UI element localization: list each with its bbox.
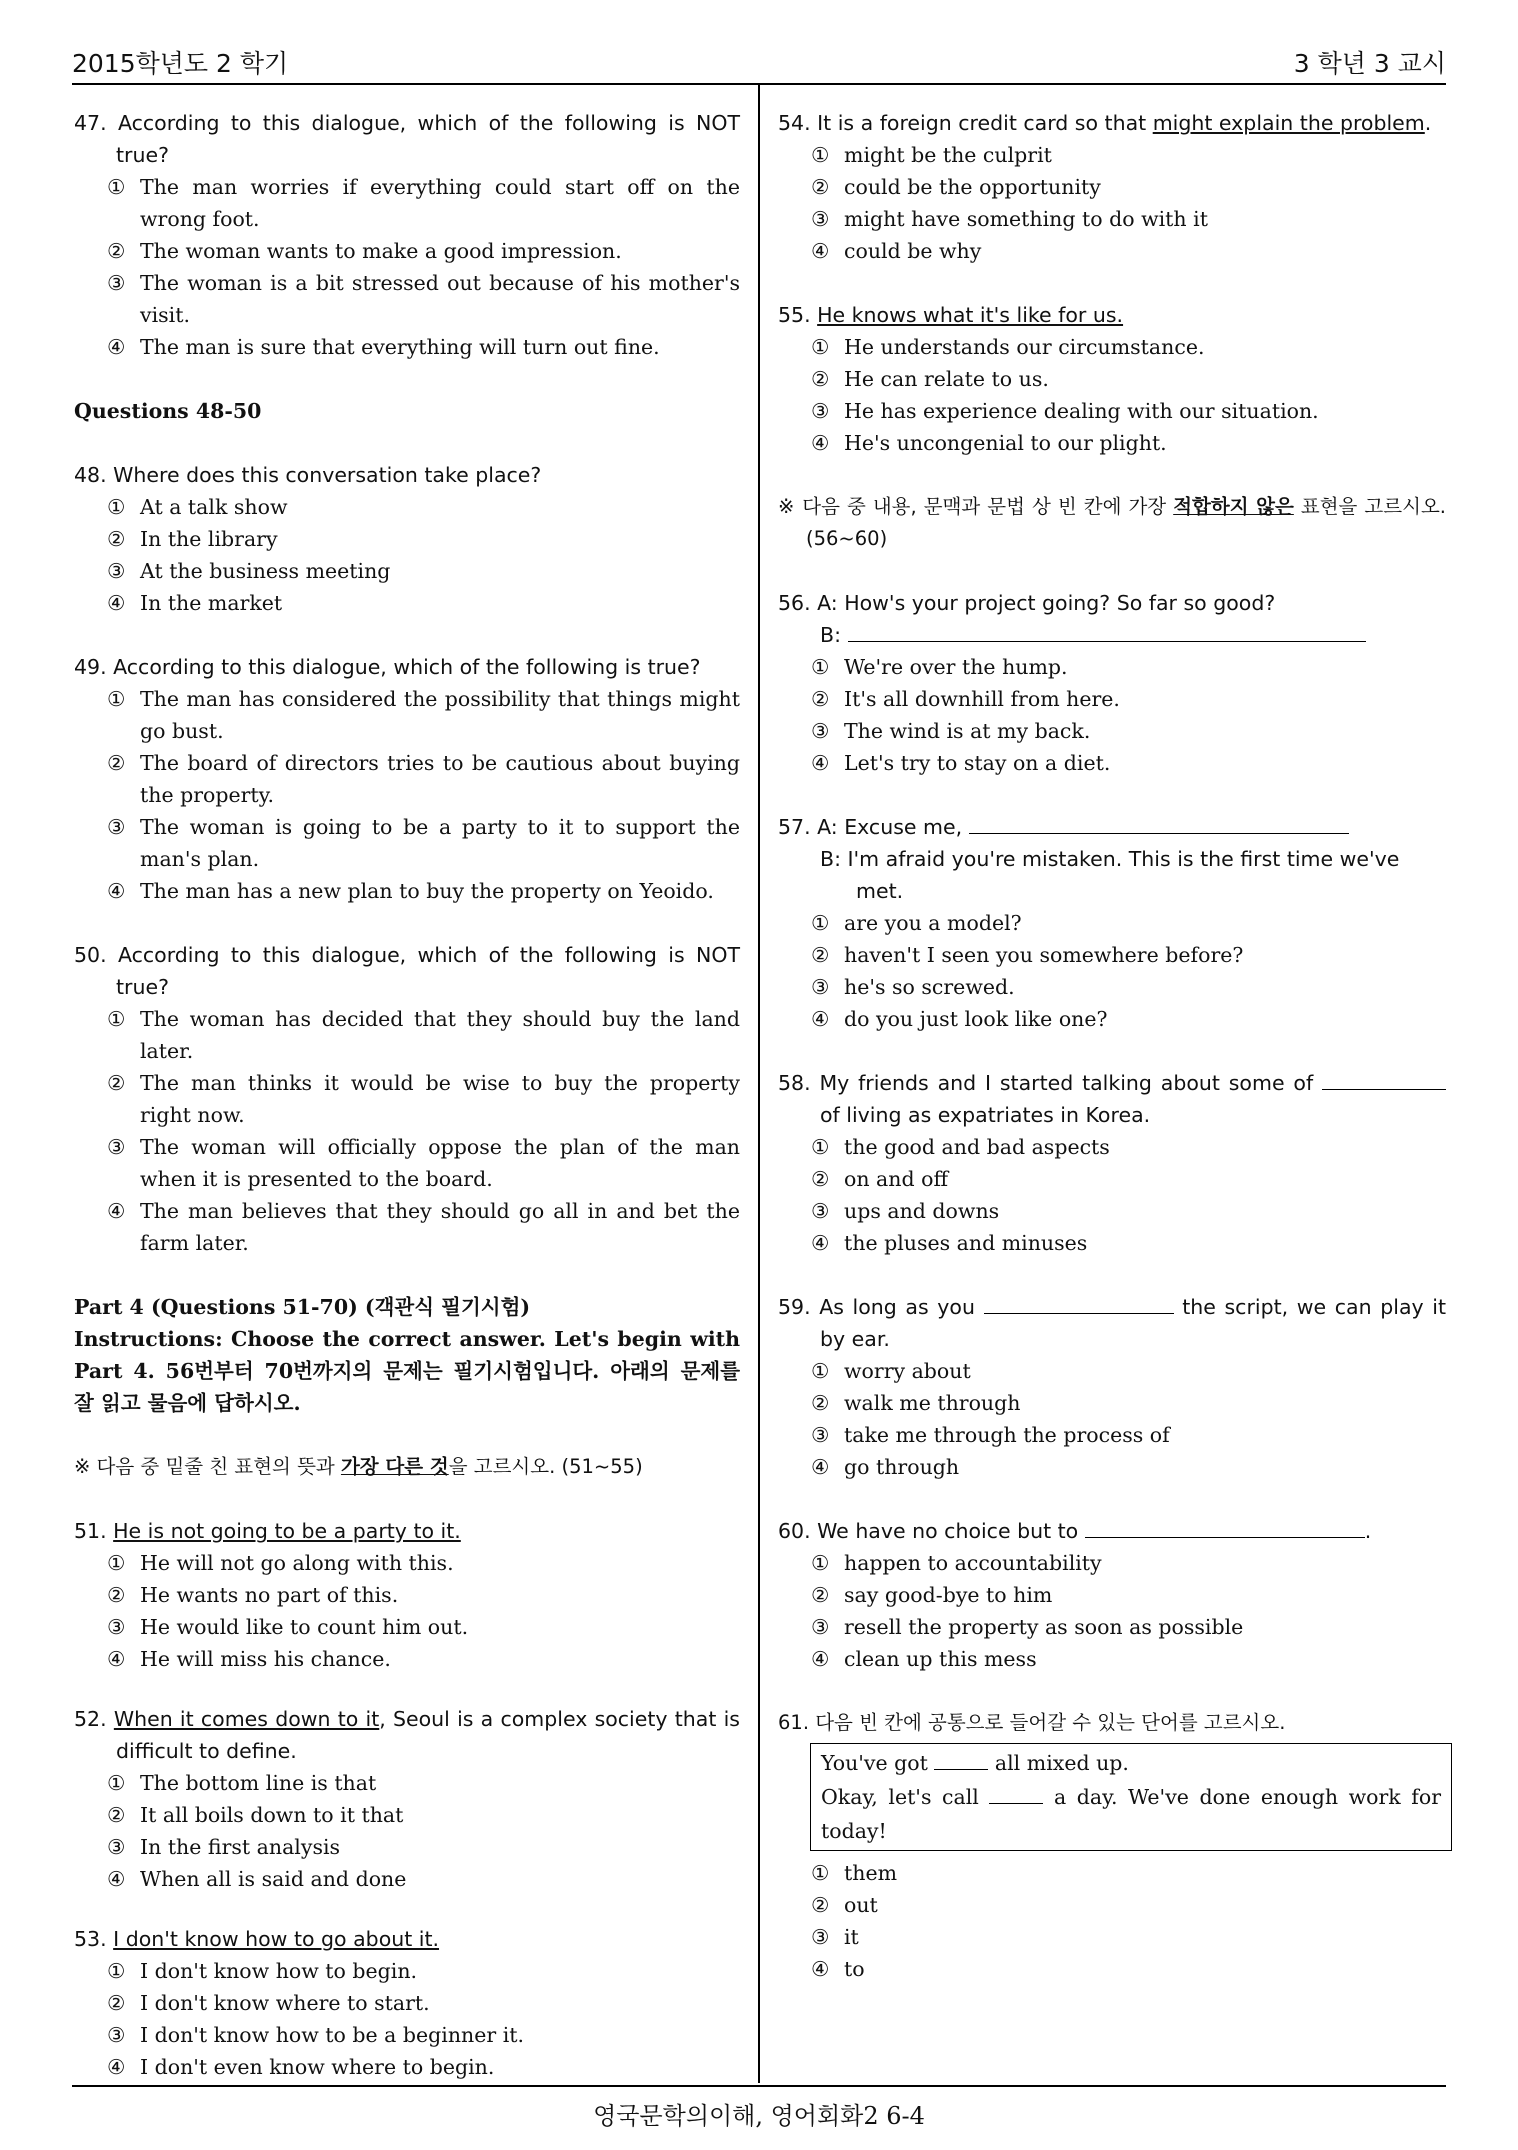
option-3: ③ he's so screwed. <box>811 975 1015 999</box>
question-stem: 47. According to this dialogue, which of the following is NOT true? <box>74 111 740 167</box>
answer-blank <box>934 1747 988 1770</box>
answer-blank <box>1085 1515 1365 1538</box>
option-1: ① are you a model? <box>811 911 1022 935</box>
option-2: ② say good-bye to him <box>811 1583 1053 1607</box>
option-4: ④ could be why <box>811 239 982 263</box>
answer-blank <box>848 619 1366 642</box>
question-stem: 56. A: How's your project going? So far so good? <box>778 591 1276 615</box>
option-2: ② It all boils down to it that <box>107 1803 404 1827</box>
option-2: ② The board of directors tries to be cautious about buying the property. <box>107 751 740 807</box>
option-3: ③ He has experience dealing with our situation. <box>811 399 1319 423</box>
question-48 <box>74 459 740 619</box>
option-4: ④ do you just look like one? <box>811 1007 1108 1031</box>
option-1: ① might be the culprit <box>811 143 1052 167</box>
option-3: ③ The woman is going to be a party to it to support the man's plan. <box>107 815 740 871</box>
option-3: ③ The wind is at my back. <box>811 719 1091 743</box>
option-2: ② The woman wants to make a good impression. <box>107 239 622 263</box>
question-52 <box>74 1703 740 1895</box>
question-stem: 60. We have no choice but to . <box>778 1515 1446 1547</box>
question-stem: 61. 다음 빈 칸에 공통으로 들어갈 수 있는 단어를 고르시오. <box>778 1711 1286 1734</box>
option-4: ④ Let's try to stay on a diet. <box>811 751 1111 775</box>
column-divider <box>758 84 760 2083</box>
option-1: ① the good and bad aspects <box>811 1135 1110 1159</box>
option-4: ④ go through <box>811 1455 960 1479</box>
option-1: ① We're over the hump. <box>811 655 1068 679</box>
option-2: ② I don't know where to start. <box>107 1991 430 2015</box>
option-4: ④ The man believes that they should go all in and bet the farm later. <box>107 1199 740 1255</box>
option-1: ① The man has considered the possibility that things might go bust. <box>107 687 740 743</box>
option-1: ① them <box>811 1861 898 1885</box>
option-3: ③ The woman will officially oppose the plan of the man when it is presented to the board. <box>107 1135 740 1191</box>
option-2: ② In the library <box>107 527 278 551</box>
question-50 <box>74 939 740 1259</box>
question-stem: 48. Where does this conversation take place? <box>74 463 542 487</box>
option-2: ② walk me through <box>811 1391 1021 1415</box>
passage-line-2: Okay, let's call a day. We've done enough work for today! <box>821 1780 1441 1848</box>
answer-blank <box>984 1291 1174 1314</box>
option-2: ② The man thinks it would be wise to buy the property right now. <box>107 1071 740 1127</box>
option-4: ④ When all is said and done <box>107 1867 407 1891</box>
passage-line-1: You've got all mixed up. <box>821 1746 1441 1780</box>
option-3: ③ At the business meeting <box>107 559 391 583</box>
option-1: ① I don't know how to begin. <box>107 1959 418 1983</box>
note-56-60: ※ 다음 중 내용, 문맥과 문법 상 빈 칸에 가장 적합하지 않은 표현을 고르시오. (56~60) <box>778 495 1446 550</box>
option-2: ② He can relate to us. <box>811 367 1049 391</box>
option-4: ④ I don't even know where to begin. <box>107 2055 495 2079</box>
question-59 <box>778 1291 1446 1483</box>
instructions: Instructions: Choose the correct answer. Let's begin with Part 4. 56번부터 70번까지의 문제는 필기시험입니다. 아래의 문제를 잘 읽고 물음에 답하시오. <box>74 1327 740 1415</box>
option-4: ④ In the market <box>107 591 283 615</box>
answer-blank <box>989 1781 1043 1804</box>
question-stem: 51. He is not going to be a party to it. <box>74 1519 461 1543</box>
left-column <box>74 107 740 2083</box>
option-1: ① The man worries if everything could start off on the wrong foot. <box>107 175 740 231</box>
option-4: ④ the pluses and minuses <box>811 1231 1088 1255</box>
option-4: ④ clean up this mess <box>811 1647 1037 1671</box>
question-stem: 52. When it comes down to it, Seoul is a complex society that is difficult to define. <box>74 1707 740 1763</box>
question-61 <box>778 1707 1446 1985</box>
right-column <box>778 107 1446 1985</box>
question-stem: 50. According to this dialogue, which of the following is NOT true? <box>74 943 740 999</box>
dialogue-line-b: B: I'm afraid you're mistaken. This is the first time we've met. <box>820 847 1400 903</box>
dialogue-line-b: B: <box>778 619 1446 651</box>
option-1: ① He will not go along with this. <box>107 1551 454 1575</box>
question-54 <box>778 107 1446 267</box>
page-header <box>72 40 1446 80</box>
option-3: ③ I don't know how to be a beginner it. <box>107 2023 525 2047</box>
footer-rule <box>72 2085 1446 2087</box>
option-1: ① happen to accountability <box>811 1551 1102 1575</box>
part4-heading: Part 4 (Questions 51-70) (객관식 필기시험) <box>74 1295 531 1319</box>
option-2: ② It's all downhill from here. <box>811 687 1120 711</box>
option-3: ③ ups and downs <box>811 1199 1000 1223</box>
option-3: ③ it <box>811 1925 859 1949</box>
question-56 <box>778 587 1446 779</box>
option-3: ③ In the first analysis <box>107 1835 341 1859</box>
option-2: ② could be the opportunity <box>811 175 1101 199</box>
option-1: ① At a talk show <box>107 495 288 519</box>
option-3: ③ might have something to do with it <box>811 207 1208 231</box>
option-4: ④ to <box>811 1957 865 1981</box>
question-53 <box>74 1923 740 2083</box>
option-1: ① The woman has decided that they should buy the land later. <box>107 1007 740 1063</box>
question-60 <box>778 1515 1446 1675</box>
semester-label: 2015학년도 2 학기 <box>72 49 289 78</box>
question-47 <box>74 107 740 363</box>
question-stem: 57. A: Excuse me, <box>778 811 1446 843</box>
option-1: ① He understands our circumstance. <box>811 335 1205 359</box>
option-3: ③ The woman is a bit stressed out because of his mother's visit. <box>107 271 740 327</box>
question-55 <box>778 299 1446 459</box>
option-2: ② haven't I seen you somewhere before? <box>811 943 1244 967</box>
option-4: ④ He's uncongenial to our plight. <box>811 431 1167 455</box>
answer-blank <box>969 811 1349 834</box>
option-3: ③ He would like to count him out. <box>107 1615 469 1639</box>
grade-period-label: 3 학년 3 교시 <box>1293 49 1446 78</box>
question-58 <box>778 1067 1446 1259</box>
option-2: ② out <box>811 1893 878 1917</box>
option-4: ④ He will miss his chance. <box>107 1647 391 1671</box>
option-3: ③ take me through the process of <box>811 1423 1170 1447</box>
section-heading-48-50: Questions 48-50 <box>74 399 262 423</box>
option-4: ④ The man is sure that everything will turn out fine. <box>107 335 660 359</box>
question-stem: 58. My friends and I started talking about some of of living as expatriates in Korea. <box>778 1067 1446 1131</box>
question-stem: 53. I don't know how to go about it. <box>74 1927 440 1951</box>
question-stem: 49. According to this dialogue, which of the following is true? <box>74 655 701 679</box>
question-stem: 55. He knows what it's like for us. <box>778 303 1124 327</box>
note-51-55: ※ 다음 중 밑줄 친 표현의 뜻과 가장 다른 것을 고르시오. (51~55) <box>74 1455 643 1478</box>
answer-blank <box>1322 1067 1446 1090</box>
option-3: ③ resell the property as soon as possible <box>811 1615 1244 1639</box>
option-1: ① worry about <box>811 1359 971 1383</box>
question-49 <box>74 651 740 907</box>
option-2: ② He wants no part of this. <box>107 1583 399 1607</box>
option-4: ④ The man has a new plan to buy the property on Yeoido. <box>107 879 714 903</box>
question-57 <box>778 811 1446 1035</box>
passage-box <box>810 1743 1452 1851</box>
option-2: ② on and off <box>811 1167 949 1191</box>
question-stem: 54. It is a foreign credit card so that might explain the problem. <box>778 111 1432 135</box>
option-1: ① The bottom line is that <box>107 1771 377 1795</box>
question-stem: 59. As long as you the script, we can play it by ear. <box>778 1291 1446 1355</box>
page-footer: 영국문학의이해, 영어회화2 6-4 <box>593 2102 925 2130</box>
question-51 <box>74 1515 740 1675</box>
